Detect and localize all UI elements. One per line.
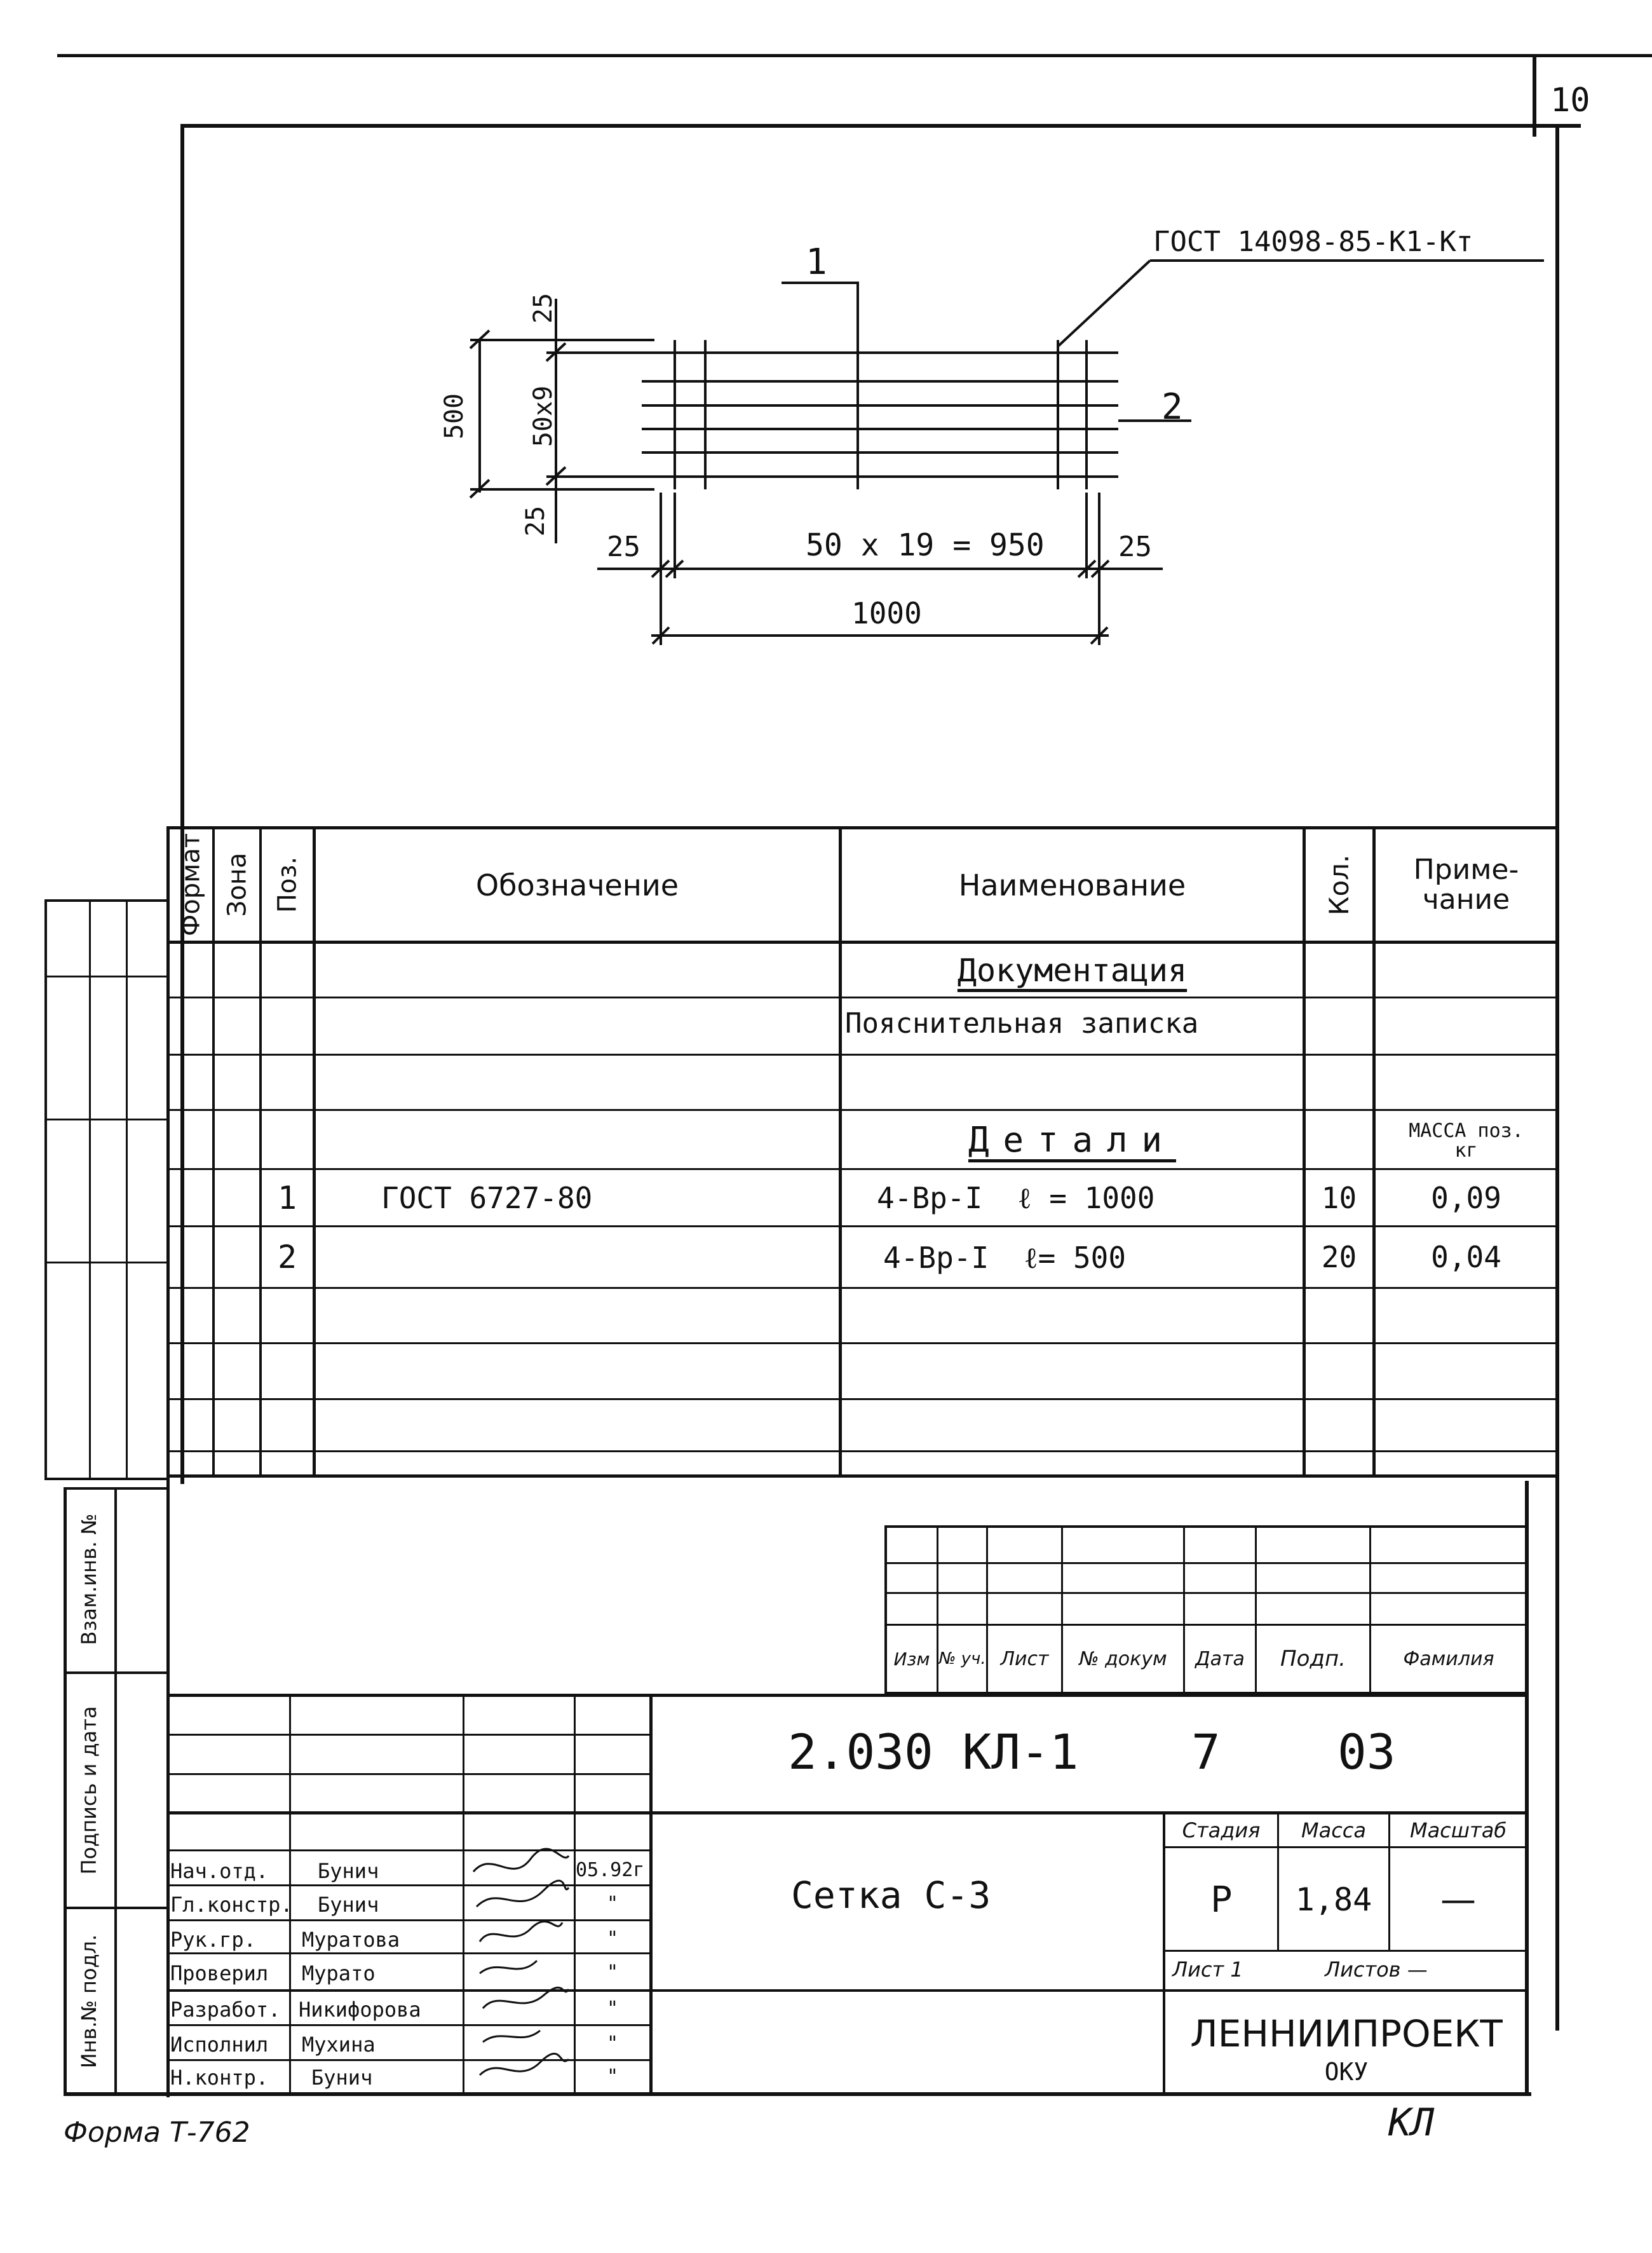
dim-bottom-offset: 25	[521, 505, 550, 537]
staff-1-date: 05.92г	[576, 1859, 645, 1881]
position-2-label: 2	[1161, 386, 1183, 428]
staff-2-name: Бунич	[318, 1893, 379, 1917]
row-1-name: 4-Вр-I ℓ = 1000	[877, 1181, 1155, 1215]
stage-label: Стадия	[1182, 1818, 1261, 1842]
position-1-label: 1	[806, 242, 827, 283]
sheet-code: 7	[1191, 1724, 1221, 1780]
staff-7-role: Н.контр.	[170, 2066, 269, 2090]
scale-label: Масштаб	[1409, 1818, 1507, 1842]
rev-header-list: Лист	[1000, 1647, 1049, 1670]
staff-1-role: Нач.отд.	[170, 1859, 269, 1883]
row-1-pos: 1	[277, 1179, 297, 1216]
staff-4-name: Мурато	[302, 1961, 376, 1985]
staff-3-role: Рук.гр.	[170, 1928, 256, 1952]
staff-4-role: Проверил	[170, 1961, 269, 1985]
staff-7-name: Бунич	[311, 2066, 373, 2090]
staff-6-name: Мухина	[302, 2032, 376, 2057]
row-1-designation: ГОСТ 6727-80	[381, 1181, 593, 1215]
rev-header-ndokum: № докум	[1079, 1647, 1167, 1670]
mass-value: 1,84	[1295, 1881, 1372, 1918]
row-1-qty: 10	[1321, 1180, 1357, 1215]
doc-code: 2.030 КЛ-1	[788, 1724, 1079, 1780]
staff-1-name: Бунич	[318, 1859, 379, 1883]
drawing-title: Сетка С-3	[791, 1874, 991, 1917]
mass-label: Масса	[1301, 1818, 1366, 1842]
dim-height-total: 500	[440, 393, 469, 440]
dim-total-length: 1000	[851, 596, 922, 630]
dim-right-offset: 25	[1118, 531, 1152, 563]
staff-6-date: "	[607, 2032, 619, 2055]
mesh-drawing	[0, 0, 1652, 763]
section-documentation: Документация	[957, 951, 1188, 989]
header-note: Приме- чание	[1413, 854, 1519, 916]
header-zone: Зона	[222, 852, 252, 917]
rev-header-familiya: Фамилия	[1403, 1647, 1494, 1670]
footer-mark: КЛ	[1388, 2100, 1435, 2145]
rev-header-podp: Подп.	[1280, 1646, 1346, 1671]
header-designation: Обозначение	[475, 868, 679, 902]
rev-header-nuch: № уч.	[938, 1649, 986, 1668]
staff-5-date: "	[607, 1998, 619, 2020]
org-dept: ОКУ	[1324, 2057, 1369, 2086]
scale-value: —	[1440, 1879, 1476, 1921]
form-number: Форма Т-762	[64, 2116, 250, 2149]
dim-inner-length: 50 x 19 = 950	[806, 528, 1045, 563]
staff-2-role: Гл.констр.	[170, 1893, 293, 1917]
header-format: Формат	[176, 833, 206, 937]
staff-2-date: "	[607, 1893, 619, 1915]
header-name: Наименование	[958, 868, 1186, 902]
margin-vzam-inv: Взам.инв. №	[77, 1513, 101, 1645]
staff-6-role: Исполнил	[170, 2032, 269, 2057]
variant-code: 03	[1337, 1724, 1396, 1780]
row-2-note: 0,04	[1431, 1240, 1501, 1274]
dim-top-offset: 25	[529, 292, 558, 324]
stage-value: Р	[1210, 1879, 1232, 1921]
sheet-label: Лист 1	[1172, 1957, 1243, 1982]
gost-callout: ГОСТ 14098-85-К1-Кт	[1153, 226, 1473, 258]
staff-7-date: "	[607, 2066, 619, 2088]
header-pos: Поз.	[273, 856, 302, 913]
row-1-note: 0,09	[1431, 1180, 1501, 1215]
header-qty: Кол.	[1324, 854, 1355, 916]
margin-podpis-data: Подпись и дата	[77, 1706, 101, 1875]
staff-5-role: Разработ.	[170, 1998, 281, 2022]
row-2-qty: 20	[1321, 1240, 1357, 1274]
staff-3-name: Муратова	[302, 1928, 400, 1952]
page-number: 10	[1550, 81, 1590, 119]
explanatory-note: Пояснительная записка	[845, 1007, 1199, 1040]
dim-height-inner: 50x9	[529, 385, 558, 447]
signatures	[467, 1846, 575, 2094]
staff-5-name: Никифорова	[299, 1998, 421, 2022]
frame-right-lower	[1525, 1481, 1529, 2096]
section-parts: Детали	[968, 1119, 1177, 1160]
dim-left-offset: 25	[607, 531, 640, 563]
rev-header-data: Дата	[1195, 1647, 1245, 1670]
sheets-label: Листов —	[1325, 1957, 1428, 1982]
row-2-name: 4-Вр-I ℓ= 500	[883, 1241, 1127, 1275]
frame-bottom	[64, 2092, 1531, 2096]
rev-header-izm: Изм	[893, 1648, 930, 1670]
margin-inv-podl: Инв.№ подл.	[77, 1934, 101, 2069]
row-2-pos: 2	[277, 1239, 297, 1276]
staff-3-date: "	[607, 1928, 619, 1950]
staff-4-date: "	[607, 1961, 619, 1984]
org-name: ЛЕННИИПРОЕКТ	[1190, 2012, 1503, 2055]
mass-note: МАССА поз. кг	[1409, 1119, 1524, 1162]
